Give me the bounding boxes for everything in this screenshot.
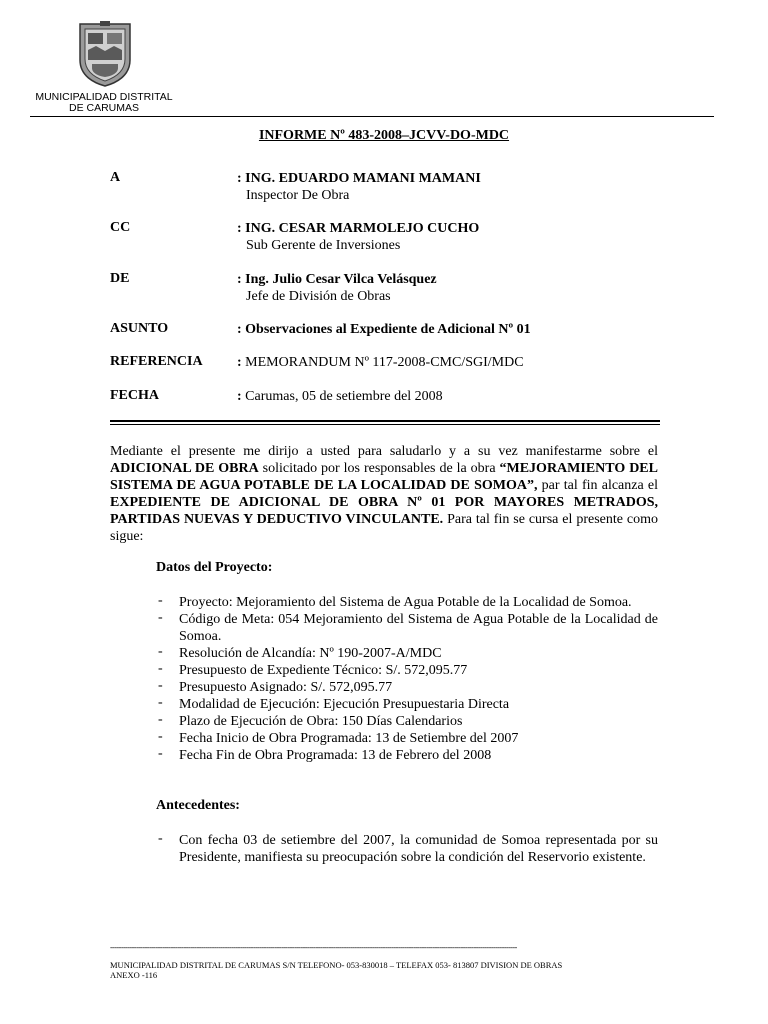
project-data-heading: Datos del Proyecto: xyxy=(156,560,273,575)
background-heading: Antecedentes: xyxy=(156,798,240,813)
municipal-crest-icon xyxy=(76,20,134,88)
field-cc-value: : ING. CESAR MARMOLEJO CUCHO Sub Gerente de Inversiones xyxy=(237,221,480,253)
municipality-name: MUNICIPALIDAD DISTRITAL DE CARUMAS xyxy=(35,91,173,114)
header-divider xyxy=(30,116,714,117)
field-fecha-label: FECHA xyxy=(110,388,159,403)
footer-address: MUNICIPALIDAD DISTRITAL DE CARUMAS S/N TELEFONO- 053-830018 – TELEFAX 053- 813807 DIVISION DE OBRAS ANEXO -116 xyxy=(110,960,563,980)
intro-paragraph: Mediante el presente me dirijo a usted para saludarlo y a su vez manifestarme sobre el ADICIONAL DE OBRA solicitado por los responsables de la obra “MEJORAMIENTO DEL SISTEMA DE AGUA POTABLE DE LA LOCALIDAD DE SOMOA”, par tal fin alcanza el EXPEDIENTE DE ADICIONAL DE OBRA Nº 01 POR MAYORES METRADOS, PARTIDAS NUEVAS Y DEDUCTIVO VINCULANTE. Para tal fin se cursa el presente como sigue: xyxy=(110,444,659,544)
list-item: - Fecha Fin de Obra Programada: 13 de Febrero del 2008 xyxy=(156,747,658,764)
background-list xyxy=(156,832,658,866)
field-referencia-value: : MEMORANDUM Nº 117-2008-CMC/SGI/MDC xyxy=(237,355,524,370)
header-double-rule-bottom xyxy=(110,424,660,425)
list-item: - Presupuesto de Expediente Técnico: S/. 572,095.77 xyxy=(156,662,658,679)
footer-dashed-rule: -------------------------------------------------------------------------------------------------------------------------------------------------------------------------------------------- xyxy=(110,944,517,952)
field-asunto-value: : Observaciones al Expediente de Adicional Nº 01 xyxy=(237,322,531,337)
list-item: - Plazo de Ejecución de Obra: 150 Días Calendarios xyxy=(156,713,658,730)
field-a-label: A xyxy=(110,170,121,185)
field-referencia-label: REFERENCIA xyxy=(110,354,203,369)
list-item: - Resolución de Alcandía: Nº 190-2007-A/MDC xyxy=(156,645,658,662)
list-item: - Presupuesto Asignado: S/. 572,095.77 xyxy=(156,679,658,696)
field-cc-label: CC xyxy=(110,220,131,235)
list-item: - Código de Meta: 054 Mejoramiento del Sistema de Agua Potable de la Localidad de Somoa. xyxy=(156,611,658,645)
list-item: - Modalidad de Ejecución: Ejecución Presupuestaria Directa xyxy=(156,696,658,713)
report-title: INFORME Nº 483-2008–JCVV-DO-MDC xyxy=(258,128,510,143)
list-item: - Proyecto: Mejoramiento del Sistema de Agua Potable de la Localidad de Somoa. xyxy=(156,594,658,611)
field-de-value: : Ing. Julio Cesar Vilca Velásquez Jefe de División de Obras xyxy=(237,272,437,304)
list-item: - Con fecha 03 de setiembre del 2007, la comunidad de Somoa representada por su Presidente, manifiesta su preocupación sobre la condición del Reservorio existente. xyxy=(156,832,658,866)
field-asunto-label: ASUNTO xyxy=(110,321,169,336)
header-double-rule-top xyxy=(110,420,660,422)
field-fecha-value: : Carumas, 05 de setiembre del 2008 xyxy=(237,389,443,404)
field-a-value: : ING. EDUARDO MAMANI MAMANI Inspector De Obra xyxy=(237,171,481,203)
field-de-label: DE xyxy=(110,271,130,286)
list-item: - Fecha Inicio de Obra Programada: 13 de Setiembre del 2007 xyxy=(156,730,658,747)
project-data-list xyxy=(156,594,658,764)
